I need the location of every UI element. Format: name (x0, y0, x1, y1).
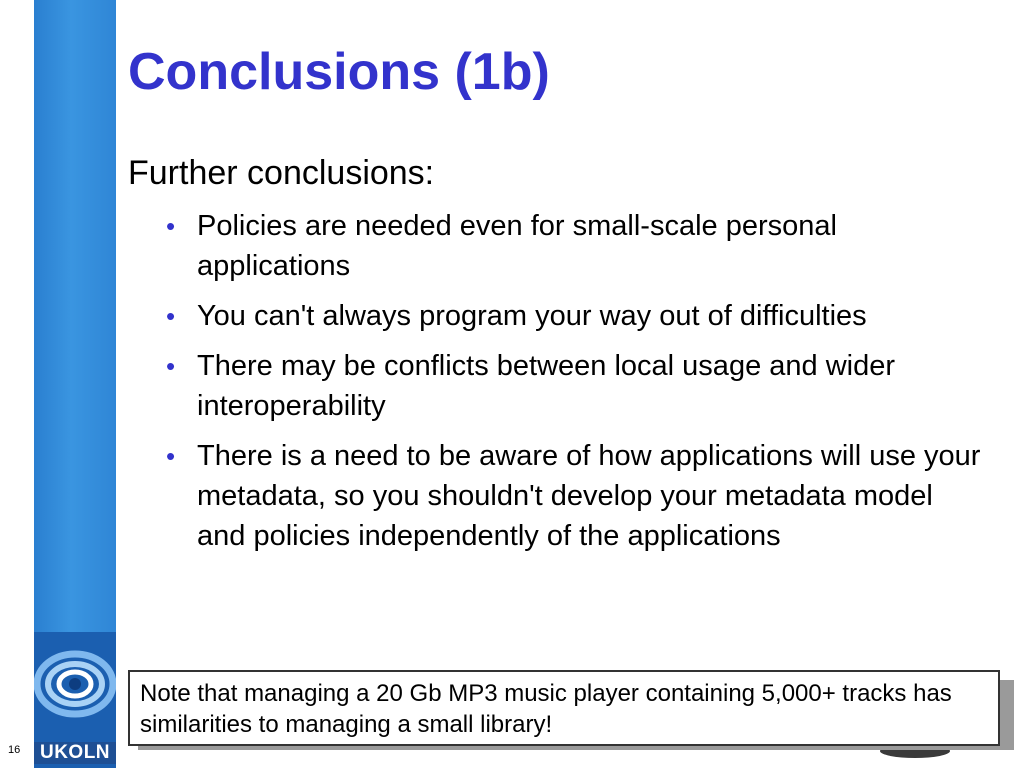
ukoln-logo (34, 632, 116, 768)
bullet-text: There may be conflicts between local usage and wider interoperability (197, 350, 895, 422)
bullet-icon: • (166, 301, 176, 331)
bullet-item (166, 206, 986, 286)
lead-text: Further conclusions: (128, 154, 435, 192)
logo-text: UKOLN (34, 742, 116, 764)
bullet-item (166, 436, 986, 556)
slide-number: 16 (8, 744, 21, 756)
bullet-item (166, 346, 986, 426)
sidebar-bar (34, 0, 116, 632)
bullet-list (166, 206, 986, 566)
bullet-text: Policies are needed even for small-scale personal applications (197, 210, 837, 282)
note-callout: Note that managing a 20 Gb MP3 music player containing 5,000+ tracks has similarities to managing a small library! (128, 670, 1000, 746)
bullet-text: You can't always program your way out of difficulties (197, 300, 867, 332)
ukoln-eye-icon (34, 632, 116, 742)
bullet-icon: • (166, 351, 176, 381)
bullet-text: There is a need to be aware of how applications will use your metadata, so you shouldn't develop your metadata model and policies independently of the applications (197, 440, 981, 552)
bullet-icon: • (166, 211, 176, 241)
slide-title: Conclusions (1b) (128, 43, 550, 101)
bullet-icon: • (166, 441, 176, 471)
bullet-item (166, 296, 986, 336)
